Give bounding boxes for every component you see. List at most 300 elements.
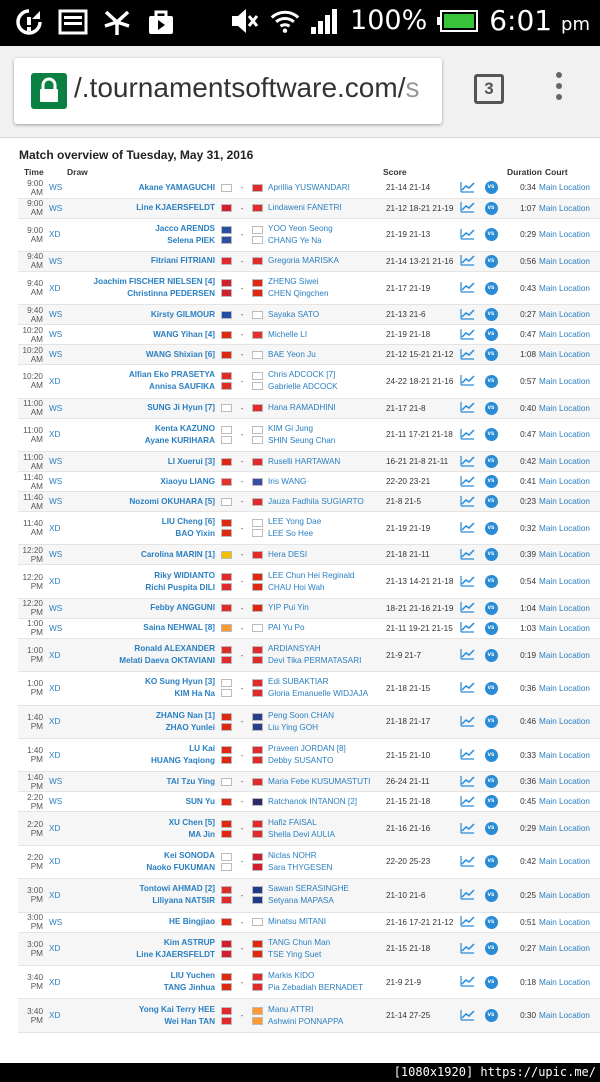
player-link[interactable]: Febby ANGGUNI — [150, 603, 215, 613]
stats-chart-icon[interactable] — [460, 379, 475, 388]
stats-chart-icon[interactable] — [460, 500, 475, 509]
match-row — [18, 251, 600, 271]
draw-link[interactable]: XD — [49, 523, 61, 533]
flag-icon — [252, 853, 263, 861]
wifi-icon — [270, 7, 300, 35]
player-link[interactable]: Richi Puspita DILI — [145, 582, 215, 592]
stats-cell — [454, 365, 480, 398]
player-link[interactable]: Nozomi OKUHARA [5] — [129, 496, 215, 506]
stats-chart-icon[interactable] — [460, 800, 475, 809]
court-link[interactable]: Main Location — [539, 330, 590, 340]
address-bar[interactable] — [14, 58, 442, 124]
draw-link[interactable]: WS — [49, 310, 63, 320]
stats-chart-icon[interactable] — [460, 753, 475, 762]
player-link[interactable]: Riky WIDIANTO — [154, 570, 215, 580]
court-cell — [539, 325, 600, 345]
draw-link[interactable]: XD — [49, 577, 61, 587]
court-link[interactable]: Main Location — [539, 230, 590, 240]
player-link[interactable]: Xiaoyu LIANG — [160, 476, 215, 486]
stats-chart-icon[interactable] — [460, 286, 475, 295]
head-to-head-icon[interactable]: vs — [485, 1009, 498, 1022]
player-link[interactable]: Kirsty GILMOUR — [150, 309, 215, 319]
stats-chart-icon[interactable] — [460, 920, 475, 929]
player-link[interactable]: ZHANG Nan [1] — [155, 710, 215, 720]
head-to-head-icon[interactable]: vs — [485, 308, 498, 321]
stats-chart-icon[interactable] — [460, 480, 475, 489]
team1-flags — [218, 512, 235, 545]
player-link[interactable]: TANG Jinhua — [163, 983, 215, 993]
player-link[interactable]: YIP Pui Yin — [268, 603, 309, 613]
team1-cell — [67, 705, 218, 738]
court-link[interactable]: Main Location — [539, 283, 590, 293]
flag-icon — [252, 519, 263, 527]
player-link[interactable]: SHIN Seung Chan — [268, 435, 336, 445]
team2-cell — [266, 492, 380, 512]
player-link[interactable]: LU Kai — [189, 744, 215, 754]
player-link[interactable]: Minatsu MITANI — [268, 917, 327, 927]
match-time: 1:40 PM — [18, 705, 49, 738]
player-link[interactable]: MA Jin — [188, 829, 215, 839]
stats-chart-icon[interactable] — [460, 893, 475, 902]
court-link[interactable]: Main Location — [539, 457, 590, 467]
draw-link[interactable]: XD — [49, 890, 61, 900]
player-link[interactable]: Sara THYGESEN — [268, 862, 333, 872]
player-link[interactable]: Kei SONODA — [164, 850, 215, 860]
player-link[interactable]: Lindaweni FANETRI — [268, 203, 342, 212]
team2-cell — [266, 739, 380, 772]
team2-flags — [249, 618, 266, 638]
stats-chart-icon[interactable] — [460, 259, 475, 268]
draw-link[interactable]: WS — [49, 777, 63, 787]
stats-chart-icon[interactable] — [460, 353, 475, 362]
match-duration: 0:32 — [502, 512, 539, 545]
match-time: 3:40 PM — [18, 999, 49, 1032]
draw-cell — [49, 365, 67, 398]
head-to-head-icon[interactable]: vs — [485, 202, 498, 215]
head-to-head-icon[interactable]: vs — [485, 228, 498, 241]
match-score: 21-11 17-21 21-18 — [380, 418, 454, 451]
player-link[interactable]: Saina NEHWAL [8] — [143, 623, 215, 633]
team2-cell — [266, 618, 380, 638]
draw-link[interactable]: XD — [49, 824, 61, 834]
player-link[interactable]: Sayaka SATO — [268, 309, 320, 319]
match-row — [18, 472, 600, 492]
player-link[interactable]: Aprillia YUSWANDARI — [268, 182, 350, 192]
team2-flags — [249, 845, 266, 878]
flag-icon — [252, 820, 263, 828]
head-to-head-icon[interactable]: vs — [485, 682, 498, 695]
match-score: 16-21 21-8 21-11 — [380, 452, 454, 472]
team1-cell — [67, 739, 218, 772]
court-link[interactable]: Main Location — [539, 577, 590, 587]
player-link[interactable]: Manu ATTRI — [268, 1004, 314, 1014]
stats-chart-icon[interactable] — [460, 186, 475, 195]
battery-icon — [437, 7, 479, 35]
player-link[interactable]: ZHAO Yunlei — [165, 722, 215, 732]
draw-link[interactable]: XD — [49, 750, 61, 760]
court-cell — [539, 251, 600, 271]
draw-link[interactable]: XD — [49, 230, 61, 240]
player-link[interactable]: Alfian Eko PRASETYA — [128, 370, 215, 380]
match-time: 2:20 PM — [18, 812, 49, 845]
player-link[interactable]: Fitriani FITRIANI — [150, 256, 215, 266]
player-link[interactable]: Joachim FISCHER NIELSEN [4] — [93, 277, 215, 287]
court-link[interactable]: Main Location — [539, 1011, 590, 1021]
vs-cell — [480, 879, 502, 912]
player-link[interactable]: LEE Chun Hei Reginald — [268, 570, 355, 580]
court-link[interactable]: Main Location — [539, 683, 590, 693]
overflow-menu-icon[interactable] — [552, 72, 566, 108]
stats-chart-icon[interactable] — [460, 553, 475, 562]
court-cell — [539, 418, 600, 451]
match-row — [18, 879, 600, 912]
court-cell — [539, 672, 600, 705]
head-to-head-icon[interactable]: vs — [485, 976, 498, 989]
player-link[interactable]: Sawan SERASINGHE — [268, 884, 349, 894]
draw-link[interactable]: WS — [49, 797, 63, 807]
head-to-head-icon[interactable]: vs — [485, 282, 498, 295]
head-to-head-icon[interactable]: vs — [485, 348, 498, 361]
stats-chart-icon[interactable] — [460, 653, 475, 662]
match-duration: 0:34 — [502, 178, 539, 198]
player-link[interactable]: Melati Daeva OKTAVIANI — [119, 656, 215, 666]
player-link[interactable]: Michelle LI — [268, 329, 308, 339]
player-link[interactable]: LI Xuerui [3] — [167, 456, 215, 466]
head-to-head-icon[interactable]: vs — [485, 328, 498, 341]
player-link[interactable]: Praveen JORDAN [8] — [268, 744, 346, 754]
draw-link[interactable]: WS — [49, 457, 63, 467]
team2-flags — [249, 565, 266, 598]
player-link[interactable]: Edi SUBAKTIAR — [268, 677, 329, 687]
stats-chart-icon[interactable] — [460, 626, 475, 635]
player-link[interactable]: Tontowi AHMAD [2] — [139, 884, 215, 894]
player-link[interactable]: Hafiz FAISAL — [268, 817, 317, 827]
battery-percent: 100% — [350, 5, 428, 36]
draw-link[interactable]: WS — [49, 477, 63, 487]
player-link[interactable]: BAO Yixin — [175, 529, 215, 539]
court-link[interactable]: Main Location — [539, 917, 590, 927]
player-link[interactable]: Akane YAMAGUCHI — [138, 182, 215, 192]
player-link[interactable]: Jacco ARENDS — [155, 223, 215, 233]
court-link[interactable]: Main Location — [539, 477, 590, 487]
player-link[interactable]: YOO Yeon Seong — [268, 223, 333, 233]
court-cell — [539, 705, 600, 738]
player-link[interactable]: Peng Soon CHAN — [268, 710, 334, 720]
player-link[interactable]: CHEN Qingchen — [268, 289, 329, 299]
head-to-head-icon[interactable]: vs — [485, 775, 498, 788]
head-to-head-icon[interactable]: vs — [485, 889, 498, 902]
match-score: 21-15 21-18 — [380, 932, 454, 965]
vs-cell — [480, 345, 502, 365]
match-duration: 0:25 — [502, 879, 539, 912]
team2-cell — [266, 565, 380, 598]
draw-link[interactable]: WS — [49, 256, 63, 266]
court-link[interactable]: Main Location — [539, 497, 590, 507]
court-link[interactable]: Main Location — [539, 623, 590, 633]
player-link[interactable]: Annisa SAUFIKA — [149, 382, 215, 392]
stats-chart-icon[interactable] — [460, 433, 475, 442]
stats-chart-icon[interactable] — [460, 720, 475, 729]
stats-chart-icon[interactable] — [460, 333, 475, 342]
player-link[interactable]: ARDIANSYAH — [268, 644, 321, 654]
draw-link[interactable]: WS — [49, 550, 63, 560]
player-link[interactable]: Chris ADCOCK [7] — [268, 370, 336, 380]
draw-link[interactable]: WS — [49, 917, 63, 927]
court-cell — [539, 879, 600, 912]
player-link[interactable]: Selena PIEK — [167, 235, 215, 245]
draw-link[interactable]: XD — [49, 1011, 61, 1021]
player-link[interactable]: Jauza Fadhila SUGIARTO — [268, 496, 364, 506]
match-duration: 0:40 — [502, 398, 539, 418]
court-link[interactable]: Main Location — [539, 890, 590, 900]
player-link[interactable]: Hera DESI — [268, 549, 308, 559]
match-time: 12:20 PM — [18, 545, 49, 565]
vs-cell — [480, 672, 502, 705]
court-link[interactable]: Main Location — [539, 550, 590, 560]
player-link[interactable]: SUN Yu — [185, 796, 215, 806]
court-link[interactable]: Main Location — [539, 650, 590, 660]
player-link[interactable]: Liu Ying GOH — [268, 722, 319, 732]
head-to-head-icon[interactable]: vs — [485, 548, 498, 561]
player-link[interactable]: Debby SUSANTO — [268, 756, 334, 766]
match-duration: 0:36 — [502, 772, 539, 792]
head-to-head-icon[interactable]: vs — [485, 181, 498, 194]
draw-link[interactable]: XD — [49, 857, 61, 867]
court-link[interactable]: Main Location — [539, 603, 590, 613]
player-link[interactable]: LEE Yong Dae — [268, 517, 322, 527]
draw-cell — [49, 792, 67, 812]
stats-chart-icon[interactable] — [460, 406, 475, 415]
court-cell — [539, 999, 600, 1032]
player-link[interactable]: KIM Ha Na — [174, 689, 215, 699]
player-link[interactable]: Shella Devi AULIA — [268, 829, 335, 839]
head-to-head-icon[interactable]: vs — [485, 715, 498, 728]
court-link[interactable]: Main Location — [539, 717, 590, 727]
match-score: 21-17 21-19 — [380, 271, 454, 304]
stats-chart-icon[interactable] — [460, 526, 475, 535]
draw-link[interactable]: WS — [49, 497, 63, 507]
vs-cell — [480, 845, 502, 878]
stats-chart-icon[interactable] — [460, 980, 475, 989]
court-link[interactable]: Main Location — [539, 944, 590, 954]
separator: - — [235, 398, 249, 418]
player-link[interactable]: Line KJAERSFELDT — [136, 949, 215, 959]
court-link[interactable]: Main Location — [539, 350, 590, 360]
player-link[interactable]: Christinna PEDERSEN — [127, 289, 215, 299]
flag-icon — [221, 679, 232, 687]
player-link[interactable]: HE Bingjiao — [169, 917, 215, 927]
head-to-head-icon[interactable]: vs — [485, 455, 498, 468]
draw-link[interactable]: WS — [49, 183, 63, 193]
draw-link[interactable]: XD — [49, 283, 61, 293]
flag-icon — [221, 863, 232, 871]
player-link[interactable]: TAI Tzu Ying — [166, 776, 215, 786]
head-to-head-icon[interactable]: vs — [485, 495, 498, 508]
head-to-head-icon[interactable]: vs — [485, 916, 498, 929]
player-link[interactable]: Yong Kai Terry HEE — [138, 1004, 215, 1014]
stats-chart-icon[interactable] — [460, 460, 475, 469]
player-link[interactable]: TSE Ying Suet — [268, 949, 322, 959]
player-link[interactable]: Gregoria MARISKA — [268, 256, 339, 266]
stats-chart-icon[interactable] — [460, 780, 475, 789]
team1-cell — [67, 598, 218, 618]
head-to-head-icon[interactable]: vs — [485, 255, 498, 268]
court-link[interactable]: Main Location — [539, 256, 590, 266]
draw-link[interactable]: XD — [49, 977, 61, 987]
player-link[interactable]: Markis KIDO — [268, 971, 315, 981]
separator: - — [235, 912, 249, 932]
draw-link[interactable]: XD — [49, 683, 61, 693]
player-link[interactable]: LIU Yuchen — [170, 971, 215, 981]
draw-link[interactable]: WS — [49, 330, 63, 340]
player-link[interactable]: BAE Yeon Ju — [268, 349, 316, 359]
draw-link[interactable]: XD — [49, 376, 61, 386]
court-link[interactable]: Main Location — [539, 376, 590, 386]
tab-switcher-button[interactable]: 3 — [474, 74, 504, 104]
player-link[interactable]: Ratchanok INTANON [2] — [268, 796, 358, 806]
draw-link[interactable]: XD — [49, 944, 61, 954]
match-time: 9:00 AM — [18, 178, 49, 198]
draw-link[interactable]: WS — [49, 203, 63, 213]
stats-chart-icon[interactable] — [460, 947, 475, 956]
head-to-head-icon[interactable]: vs — [485, 749, 498, 762]
flag-icon — [221, 820, 232, 828]
team1-cell — [67, 325, 218, 345]
stats-chart-icon[interactable] — [460, 313, 475, 322]
head-to-head-icon[interactable]: vs — [485, 402, 498, 415]
player-link[interactable]: WANG Yihan [4] — [153, 329, 215, 339]
court-link[interactable]: Main Location — [539, 777, 590, 787]
player-link[interactable]: Iris WANG — [268, 476, 307, 486]
court-link[interactable]: Main Location — [539, 824, 590, 834]
player-link[interactable]: Niclas NOHR — [268, 850, 317, 860]
shopping-bag-icon — [146, 8, 176, 36]
head-to-head-icon[interactable]: vs — [485, 602, 498, 615]
draw-cell — [49, 325, 67, 345]
team2-flags — [249, 178, 266, 198]
flag-icon — [252, 950, 263, 958]
court-link[interactable]: Main Location — [539, 430, 590, 440]
stats-chart-icon[interactable] — [460, 827, 475, 836]
stats-chart-icon[interactable] — [460, 233, 475, 242]
stats-cell — [454, 492, 480, 512]
player-link[interactable]: Line KJAERSFELDT — [136, 203, 215, 212]
court-link[interactable]: Main Location — [539, 183, 590, 193]
player-link[interactable]: Kim ASTRUP — [163, 937, 215, 947]
player-link[interactable]: Ruselli HARTAWAN — [268, 456, 341, 466]
head-to-head-icon[interactable]: vs — [485, 855, 498, 868]
draw-link[interactable]: WS — [49, 403, 63, 413]
flag-icon — [221, 426, 232, 434]
stats-chart-icon[interactable] — [460, 606, 475, 615]
stats-chart-icon[interactable] — [460, 1014, 475, 1023]
player-link[interactable]: Ashwini PONNAPPA — [268, 1016, 344, 1026]
head-to-head-icon[interactable]: vs — [485, 375, 498, 388]
stats-chart-icon[interactable] — [460, 580, 475, 589]
player-link[interactable]: Devi Tika PERMATASARI — [268, 656, 362, 666]
court-link[interactable]: Main Location — [539, 310, 590, 320]
player-link[interactable]: Setyana MAPASA — [268, 896, 334, 906]
player-link[interactable]: KO Sung Hyun [3] — [144, 677, 215, 687]
head-to-head-icon[interactable]: vs — [485, 942, 498, 955]
head-to-head-icon[interactable]: vs — [485, 795, 498, 808]
player-link[interactable]: Kenta KAZUNO — [154, 423, 215, 433]
player-link[interactable]: HUANG Yaqiong — [151, 756, 215, 766]
team1-flags — [218, 618, 235, 638]
draw-link[interactable]: XD — [49, 650, 61, 660]
separator: - — [235, 325, 249, 345]
player-link[interactable]: CHANG Ye Na — [268, 235, 322, 245]
vs-cell — [480, 999, 502, 1032]
court-cell — [539, 772, 600, 792]
flag-icon — [221, 983, 232, 991]
player-link[interactable]: XU Chen [5] — [168, 817, 215, 827]
head-to-head-icon[interactable]: vs — [485, 622, 498, 635]
draw-link[interactable]: WS — [49, 603, 63, 613]
head-to-head-icon[interactable]: vs — [485, 822, 498, 835]
team2-cell — [266, 512, 380, 545]
player-link[interactable]: WANG Shixian [6] — [145, 349, 215, 359]
flag-icon — [252, 236, 263, 244]
head-to-head-icon[interactable]: vs — [485, 575, 498, 588]
player-link[interactable]: Ayane KURIHARA — [144, 435, 215, 445]
player-link[interactable]: SUNG Ji Hyun [7] — [147, 403, 215, 413]
court-link[interactable]: Main Location — [539, 797, 590, 807]
head-to-head-icon[interactable]: vs — [485, 522, 498, 535]
stats-chart-icon[interactable] — [460, 686, 475, 695]
head-to-head-icon[interactable]: vs — [485, 649, 498, 662]
draw-cell — [49, 879, 67, 912]
player-link[interactable]: Carolina MARIN [1] — [140, 549, 215, 559]
court-link[interactable]: Main Location — [539, 977, 590, 987]
court-link[interactable]: Main Location — [539, 750, 590, 760]
draw-link[interactable]: WS — [49, 623, 63, 633]
player-link[interactable]: Pia Zebadiah BERNADET — [268, 983, 364, 993]
court-link[interactable]: Main Location — [539, 203, 590, 213]
court-link[interactable]: Main Location — [539, 857, 590, 867]
player-link[interactable]: KIM Gi Jung — [268, 423, 314, 433]
player-link[interactable]: Naoko FUKUMAN — [146, 862, 215, 872]
player-link[interactable]: Gabrielle ADCOCK — [268, 382, 338, 392]
court-cell — [539, 912, 600, 932]
head-to-head-icon[interactable]: vs — [485, 428, 498, 441]
player-link[interactable]: TANG Chun Man — [268, 937, 331, 947]
player-link[interactable]: Liliyana NATSIR — [152, 896, 215, 906]
match-row — [18, 398, 600, 418]
draw-link[interactable]: WS — [49, 350, 63, 360]
stats-chart-icon[interactable] — [460, 860, 475, 869]
stats-chart-icon[interactable] — [460, 206, 475, 215]
player-link[interactable]: Hana RAMADHINI — [268, 403, 336, 413]
court-link[interactable]: Main Location — [539, 523, 590, 533]
draw-link[interactable]: XD — [49, 717, 61, 727]
draw-link[interactable]: XD — [49, 430, 61, 440]
player-link[interactable]: Maria Febe KUSUMASTUTI — [268, 776, 371, 786]
head-to-head-icon[interactable]: vs — [485, 475, 498, 488]
court-link[interactable]: Main Location — [539, 403, 590, 413]
player-link[interactable]: LIU Cheng [6] — [161, 517, 215, 527]
player-link[interactable]: CHAU Hoi Wah — [268, 582, 325, 592]
player-link[interactable]: Ronald ALEXANDER — [134, 644, 215, 654]
draw-cell — [49, 198, 67, 218]
player-link[interactable]: Gloria Emanuelle WIDJAJA — [268, 689, 369, 699]
player-link[interactable]: Wei Han TAN — [164, 1016, 215, 1026]
player-link[interactable]: LEE So Hee — [268, 529, 314, 539]
player-link[interactable]: PAI Yu Po — [268, 623, 305, 633]
match-row — [18, 198, 600, 218]
court-cell — [539, 932, 600, 965]
player-link[interactable]: ZHENG Siwei — [268, 277, 319, 287]
